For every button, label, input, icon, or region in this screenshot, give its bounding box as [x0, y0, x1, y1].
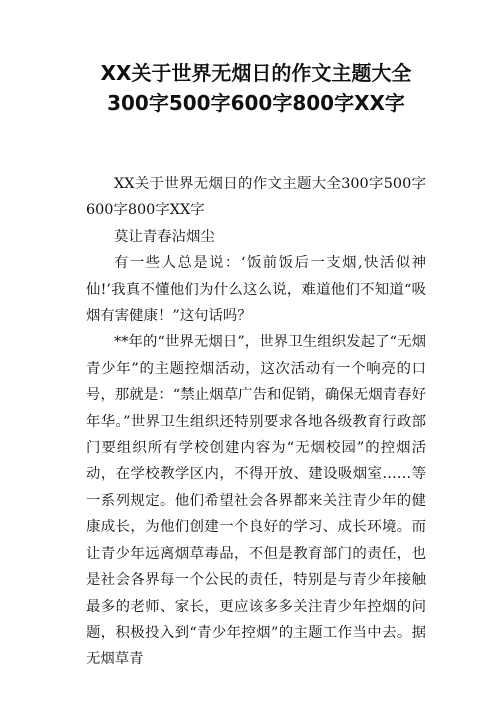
- paragraph-main: **年的“世界无烟日”，世界卫生组织发起了“无烟青少年”的主题控烟活动，这次活动有一个响亮的口号，那就是：“禁止烟草广告和促销，确保无烟青春好年华。”世界卫生组织还特别要求各地各级教育行政部门要组织所有学校创建内容为“无烟校园”的控烟活动，在学校教学区内，不得开放、建设吸烟室……等一系列规定。他们希望社会各界都来关注青少年的健康成长，为他们创建一个良好的学习、成长环境。而让青少年远离烟草毒品，不但是教育部门的责任，也是社会各界每一个公民的责任，特别是与青少年接触最多的老师、家长，更应该多多关注青少年控烟的问题，积极投入到“青少年控烟”的主题工作当中去。据无烟草青: [86, 334, 426, 668]
- paragraph-intro: 有一些人总是说：‘饭前饭后一支烟,快活似神仙!’我真不懂他们为什么这么说，难道他们不知道“吸烟有害健康！”这句话吗？: [86, 255, 426, 325]
- document-title: [86, 58, 426, 118]
- document-body: [86, 171, 426, 673]
- title-line-1: XX关于世界无烟日的作文主题大全: [100, 61, 412, 85]
- paragraph-subtitle-repeat: XX关于世界无烟日的作文主题大全300字500字600字800字XX字: [86, 176, 426, 219]
- title-line-2: 300字500字600字800字XX字: [107, 91, 405, 115]
- paragraph-essay-title: 莫让青春沾烟尘: [114, 228, 215, 245]
